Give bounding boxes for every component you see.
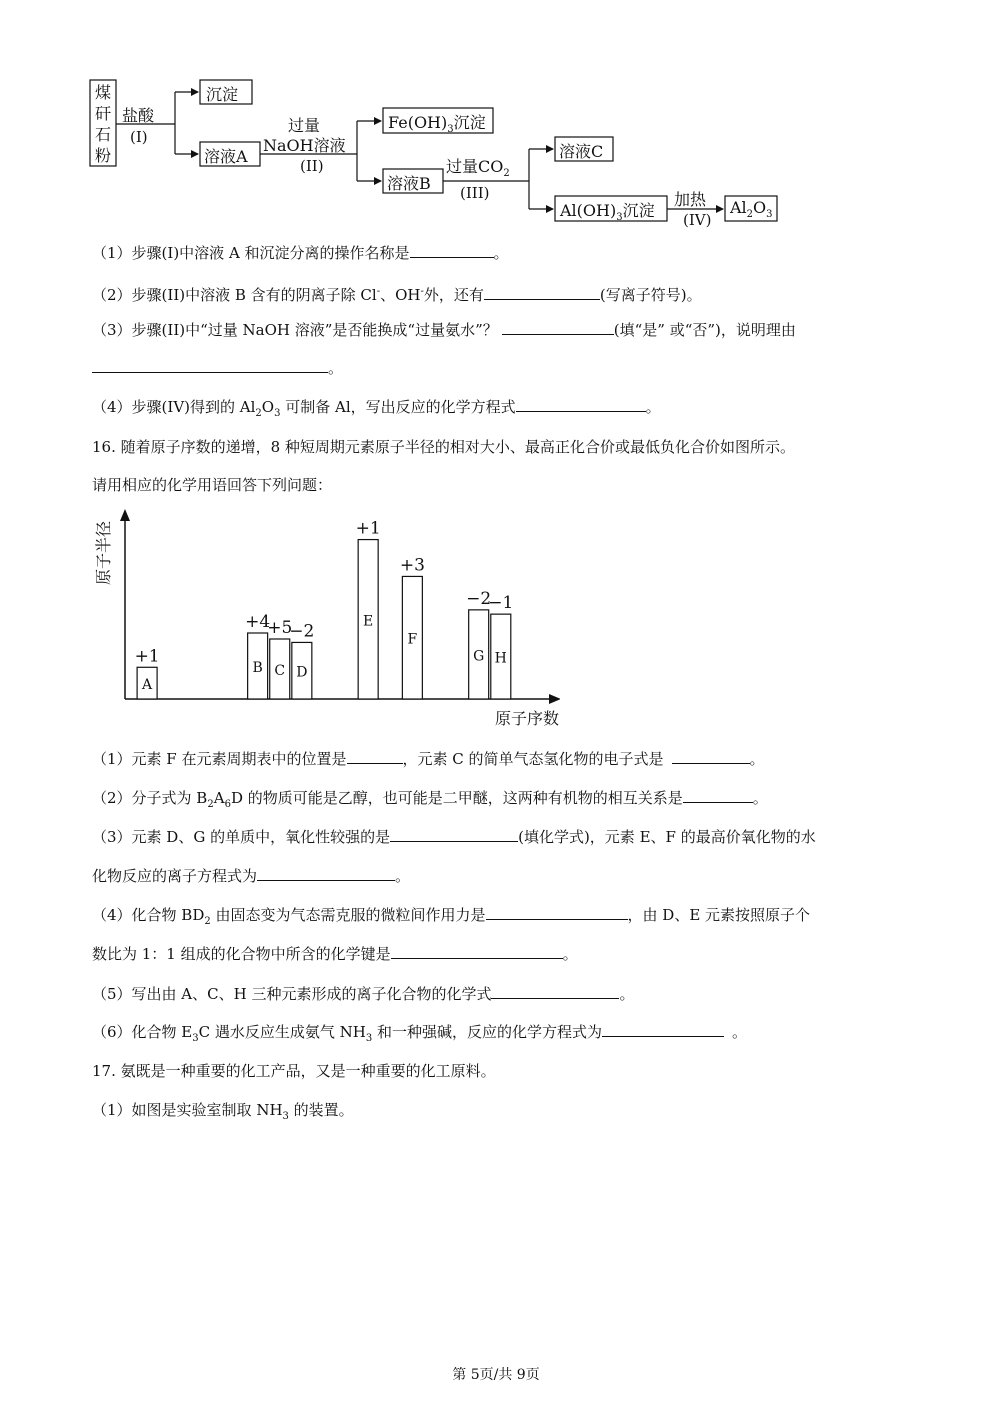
reagent-2-line2: NaOH溶液	[263, 136, 346, 155]
q15-part4-text: （4）步骤(IV)得到的 Al	[92, 398, 256, 416]
q16-part2-text: D 的物质可能是乙醇，也可能是二甲醚，这两种有机物的相互关系是	[230, 789, 683, 807]
bar-category-label: H	[494, 650, 507, 667]
reagent-3-text: 过量CO	[446, 157, 504, 176]
charge-superscript: -	[420, 286, 424, 297]
bar-category-label: G	[473, 648, 485, 665]
punct: 。	[328, 359, 344, 377]
punct: 。	[619, 985, 635, 1003]
subscript: 3	[192, 1033, 199, 1044]
charge-superscript: -	[376, 286, 381, 297]
q15-part2-text: 外，还有	[423, 286, 484, 304]
bar-valence-label: +3	[399, 555, 425, 576]
punct: 。	[395, 867, 411, 885]
bar-category-label: D	[296, 664, 308, 681]
bar-category-label: E	[363, 613, 374, 630]
answer-blank[interactable]	[390, 827, 518, 842]
q16-part4-text: （4）化合物 BD	[92, 906, 205, 924]
q16-part4-text: 由固态变为气态需克服的微粒间作用力是	[210, 906, 486, 924]
q16-part1-text: （1）元素 F 在元素周期表中的位置是	[92, 750, 347, 768]
q15-part1-text: （1）步骤(I)中溶液 A 和沉淀分离的操作名称是	[92, 244, 410, 262]
q15-part2	[92, 282, 702, 305]
feoh3-formula: Fe(OH)	[388, 113, 448, 132]
q16-part1	[92, 749, 765, 769]
bar-valence-label: +5	[267, 618, 293, 638]
subscript: 3	[282, 1111, 289, 1122]
bar-category-label: F	[407, 631, 418, 648]
start-char: 矸	[94, 104, 111, 123]
q16-part3-text: （3）元素 D、G 的单质中，氧化性较强的是	[92, 828, 391, 846]
solution-c-label: 溶液C	[559, 142, 604, 161]
q16-part6	[92, 1022, 747, 1049]
answer-blank[interactable]	[683, 788, 753, 803]
al2o3-subscript: 3	[766, 209, 773, 221]
bar-category-label: C	[274, 663, 286, 679]
page-footer: 第 5页/共 9页	[452, 1367, 540, 1383]
q16-part5	[92, 984, 635, 1004]
bar-category-label: A	[142, 677, 153, 694]
al2o3-part: O	[753, 198, 767, 217]
q15-part1	[92, 243, 509, 263]
al2o3-label	[730, 198, 773, 220]
aloh3-subscript: 3	[616, 212, 623, 224]
step-2-label: (II)	[300, 157, 324, 175]
q15-part4	[92, 397, 661, 424]
q15-part4-text: O	[261, 398, 275, 416]
chart-svg	[90, 505, 560, 735]
start-char: 煤	[94, 83, 111, 102]
bar-valence-label: +4	[245, 612, 271, 632]
q16-part3-text: (填化学式)，元素 E、F 的最高价氧化物的水	[518, 828, 816, 846]
start-char: 石	[94, 125, 111, 144]
punct: 。	[562, 945, 578, 963]
bar-valence-label: +1	[134, 646, 160, 667]
q17-part1-text: （1）如图是实验室制取 NH	[92, 1101, 283, 1119]
answer-blank[interactable]	[502, 320, 614, 335]
answer-blank[interactable]	[484, 285, 600, 300]
feoh3-tail: 沉淀	[453, 113, 486, 132]
y-axis-label: 原子半径	[94, 520, 113, 586]
step-3-label: (III)	[460, 184, 490, 202]
bar-valence-label: −2	[466, 588, 492, 609]
answer-blank[interactable]	[602, 1022, 724, 1037]
q16-part6-text: C 遇水反应生成氨气 NH	[198, 1023, 366, 1041]
subscript: 2	[255, 408, 262, 419]
answer-blank[interactable]	[391, 944, 563, 959]
q16-part6-text: 和一种强碱，反应的化学方程式为	[372, 1023, 603, 1041]
aloh3-label	[560, 198, 655, 223]
q16-part4-text: 数比为 1：1 组成的化合物中所含的化学键是	[92, 945, 391, 963]
aloh3-tail: 沉淀	[622, 201, 655, 220]
al2o3-part: Al	[730, 198, 747, 217]
q16-intro-line1: 16. 随着原子序数的递增，8 种短周期元素原子半径的相对大小、最高正化合价或最低负化合价如图所示。	[92, 438, 795, 456]
start-char: 粉	[94, 146, 111, 165]
subscript: 3	[274, 408, 281, 419]
answer-blank[interactable]	[92, 358, 328, 373]
q16-part3-text: 化物反应的离子方程式为	[92, 867, 258, 885]
q15-part2-text: 、OH	[380, 286, 421, 304]
q16-part2-text: （2）分子式为 B	[92, 789, 208, 807]
punct: 。	[493, 244, 509, 262]
q17-part1	[92, 1100, 354, 1127]
q16-part2	[92, 788, 768, 815]
q16-part4-text: ，由 D、E 元素按照原子个	[627, 906, 811, 924]
atomic-radius-chart	[90, 505, 560, 735]
q15-part2-text: （2）步骤(II)中溶液 B 含有的阴离子除 Cl	[92, 286, 377, 304]
x-axis-arrow	[549, 694, 560, 704]
y-axis-arrow	[120, 509, 130, 521]
q16-part6-text: （6）化合物 E	[92, 1023, 193, 1041]
step-4-label: (IV)	[683, 211, 712, 229]
answer-blank[interactable]	[491, 984, 619, 999]
bar-category-label: B	[252, 660, 263, 676]
subscript: 3	[365, 1033, 373, 1044]
q16-part2-text: A	[213, 789, 225, 807]
q15-part3-reason	[92, 358, 343, 378]
reagent-2-line1: 过量	[288, 116, 321, 135]
answer-blank[interactable]	[672, 749, 750, 764]
q15-part3-text: （3）步骤(II)中“过量 NaOH 溶液”是否能换成“过量氨水”？	[92, 321, 498, 339]
q16-part4-line2	[92, 944, 578, 964]
start-material	[90, 82, 116, 166]
precip-label: 沉淀	[206, 85, 239, 104]
q16-part5-text: （5）写出由 A、C、H 三种元素形成的离子化合物的化学式	[92, 985, 492, 1003]
process-flowchart	[0, 0, 992, 235]
q15-part3-text: (填“是” 或“否”)，说明理由	[613, 321, 796, 339]
q17-intro: 17. 氨既是一种重要的化工产品，又是一种重要的化工原料。	[92, 1062, 496, 1080]
answer-blank[interactable]	[257, 866, 395, 881]
reagent-3	[446, 154, 510, 179]
q15-part2-tail: (写离子符号)。	[599, 286, 702, 304]
al2o3-subscript: 2	[746, 209, 754, 221]
aloh3-formula: Al(OH)	[560, 201, 617, 220]
answer-blank[interactable]	[410, 243, 494, 258]
punct: 。	[732, 1023, 748, 1041]
q17-part1-text: 的装置。	[288, 1101, 354, 1119]
subscript: 2	[207, 799, 214, 810]
q15-part4-text: 可制备 Al，写出反应的化学方程式	[280, 398, 516, 416]
feoh3-label	[388, 110, 486, 135]
subscript: 6	[224, 799, 231, 810]
step-1-label: (I)	[130, 128, 148, 146]
answer-blank[interactable]	[516, 397, 646, 412]
feoh3-subscript: 3	[447, 124, 454, 136]
q16-part3	[92, 827, 816, 847]
q16-part3-line2	[92, 866, 410, 886]
reagent-3-subscript: 2	[503, 168, 510, 180]
reagent-4: 加热	[674, 190, 707, 209]
bar-valence-label: −2	[289, 621, 315, 642]
answer-blank[interactable]	[486, 905, 628, 920]
answer-blank[interactable]	[347, 749, 403, 764]
x-axis-label: 原子序数	[494, 709, 560, 728]
punct: 。	[645, 398, 661, 416]
q16-intro-line2: 请用相应的化学用语回答下列问题：	[92, 476, 333, 494]
bar-valence-label: −1	[488, 593, 514, 614]
q15-part3	[92, 320, 796, 340]
subscript: 2	[204, 916, 211, 927]
bar-valence-label: +1	[355, 518, 381, 539]
punct: 。	[749, 750, 765, 768]
q16-part4	[92, 905, 810, 932]
reagent-1: 盐酸	[122, 106, 155, 125]
solution-b-label: 溶液B	[387, 174, 431, 193]
q16-part1-text: ，元素 C 的简单气态氢化物的电子式是	[402, 750, 664, 768]
punct: 。	[752, 789, 768, 807]
solution-a-label: 溶液A	[204, 147, 248, 166]
